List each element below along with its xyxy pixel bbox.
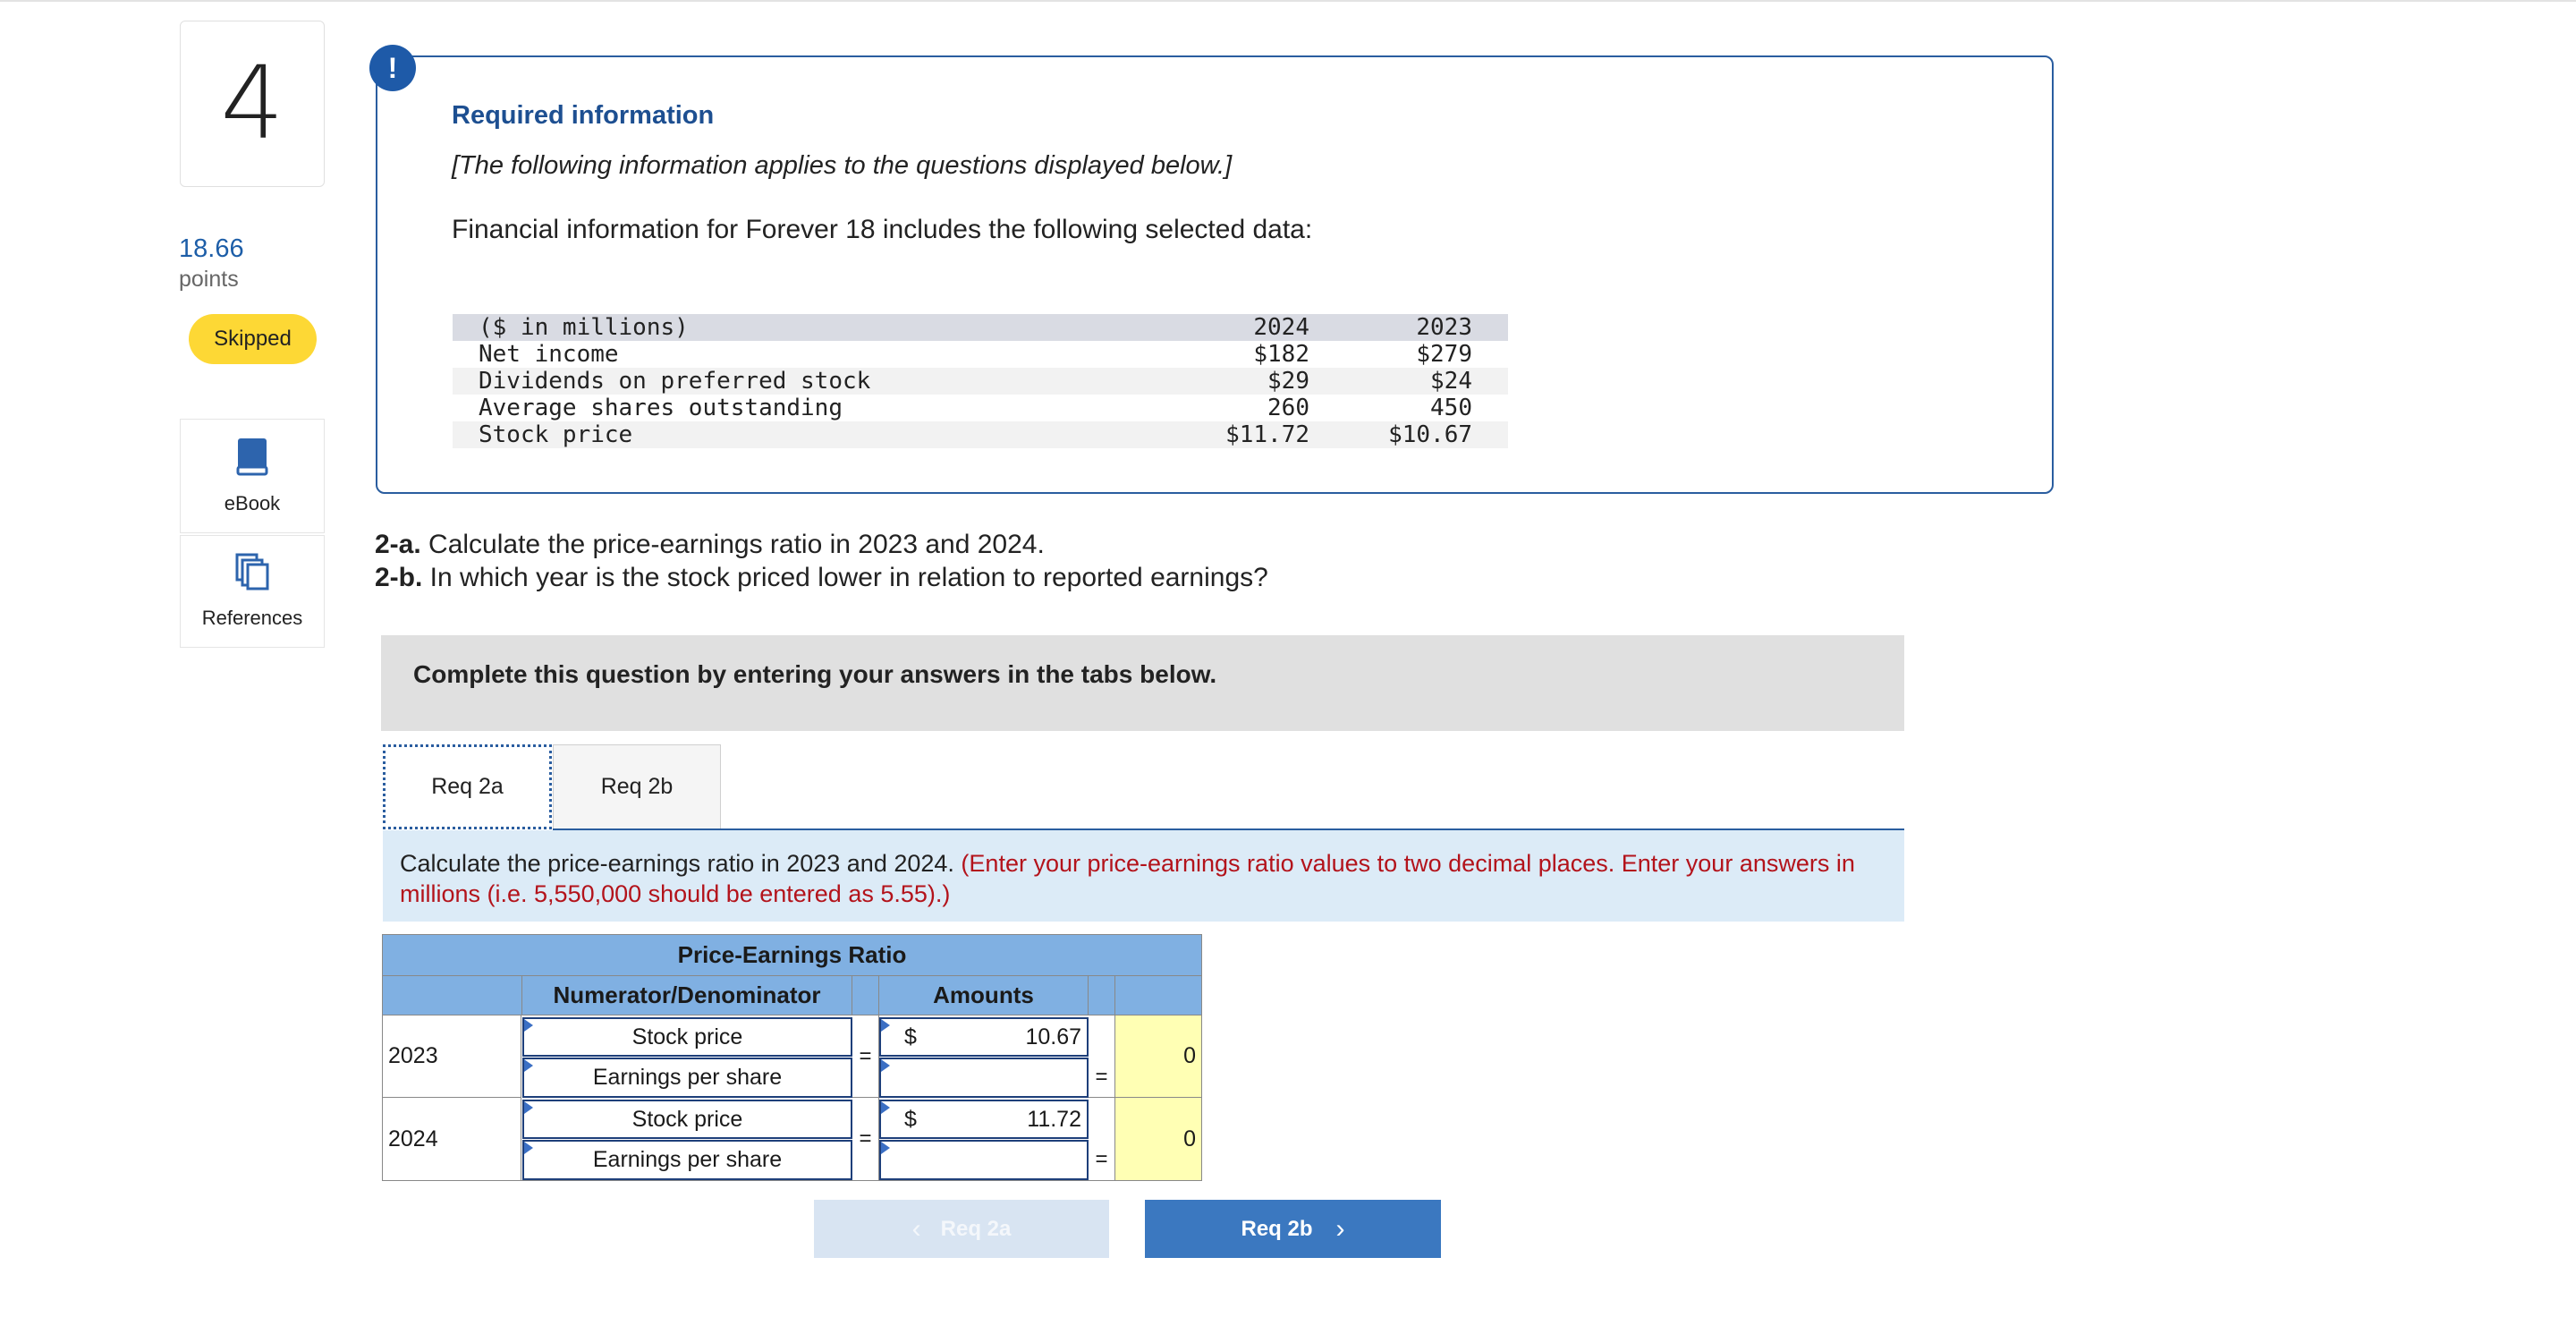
book-icon bbox=[236, 437, 268, 481]
tab-req-2b[interactable]: Req 2b bbox=[553, 744, 721, 829]
amount-numerator-input[interactable] bbox=[879, 1100, 1089, 1139]
ebook-label: eBook bbox=[224, 492, 281, 514]
row-label: Average shares outstanding bbox=[479, 395, 843, 421]
pe-result: 0 bbox=[1115, 1015, 1201, 1098]
denominator-select[interactable] bbox=[522, 1058, 852, 1098]
numerator-value: Stock price bbox=[631, 1106, 743, 1132]
question-text: Calculate the price-earnings ratio in 2023 and 2024. bbox=[420, 530, 1045, 559]
dropdown-marker-icon bbox=[881, 1059, 890, 1072]
numerator-select[interactable] bbox=[522, 1100, 852, 1139]
pe-table-title: Price-Earnings Ratio bbox=[383, 935, 1201, 976]
pe-ratio-table bbox=[382, 934, 1202, 1181]
chevron-left-icon: ‹ bbox=[911, 1213, 921, 1244]
row-label: Stock price bbox=[479, 421, 633, 448]
points-label: points bbox=[179, 267, 239, 292]
row-label: Dividends on preferred stock bbox=[479, 368, 871, 395]
pe-header-eq2 bbox=[1089, 976, 1115, 1015]
denominator-value: Earnings per share bbox=[592, 1065, 783, 1090]
prev-label: Req 2a bbox=[940, 1216, 1012, 1241]
table-header-row bbox=[453, 314, 1508, 341]
instruction-note: (Enter your price-earnings ratio values to two decimal places. Enter your answers in millions (i.e. 5,550,000 should be entered as 5.55).) bbox=[400, 850, 1855, 907]
row-value-2023: $24 bbox=[1430, 368, 1472, 395]
dropdown-marker-icon bbox=[881, 1142, 890, 1154]
amount-numerator-input[interactable] bbox=[879, 1017, 1089, 1057]
alert-icon: ! bbox=[369, 45, 416, 91]
amount-value: 10.67 bbox=[1025, 1024, 1081, 1049]
denominator-select[interactable] bbox=[522, 1140, 852, 1180]
row-value-2023: 450 bbox=[1430, 395, 1472, 421]
amount-value: 11.72 bbox=[1027, 1107, 1081, 1132]
amount-denominator-input[interactable] bbox=[879, 1140, 1089, 1180]
tab-req-2a[interactable]: Req 2a bbox=[383, 744, 552, 829]
row-value-2024: 260 bbox=[1267, 395, 1309, 421]
pe-header-amounts: Amounts bbox=[879, 976, 1089, 1015]
amount-denominator-input[interactable] bbox=[879, 1058, 1089, 1098]
references-icon bbox=[235, 553, 269, 596]
equals-sign: = bbox=[1089, 1139, 1115, 1180]
table-header-label: ($ in millions) bbox=[479, 314, 689, 341]
chevron-right-icon: › bbox=[1335, 1213, 1345, 1244]
table-header-2024: 2024 bbox=[1253, 314, 1309, 341]
question-tag: 2-b. bbox=[375, 563, 423, 592]
instruction-box bbox=[383, 830, 1904, 922]
next-label: Req 2b bbox=[1241, 1216, 1313, 1241]
status-badge: Skipped bbox=[189, 314, 317, 364]
denominator-value: Earnings per share bbox=[592, 1147, 783, 1172]
dropdown-marker-icon bbox=[881, 1019, 890, 1032]
row-value-2024: $29 bbox=[1267, 368, 1309, 395]
question-tag: 2-a. bbox=[375, 530, 421, 559]
references-label: References bbox=[201, 607, 303, 629]
complete-prompt: Complete this question by entering your answers in the tabs below. bbox=[413, 660, 1217, 688]
dropdown-marker-icon bbox=[524, 1059, 533, 1072]
points-value: 18.66 bbox=[179, 234, 244, 263]
equals-sign bbox=[1089, 1015, 1115, 1057]
table-row bbox=[453, 395, 1508, 421]
next-button[interactable] bbox=[1145, 1200, 1441, 1258]
equals-sign: = bbox=[852, 1015, 879, 1098]
pe-header-numden: Numerator/Denominator bbox=[522, 976, 852, 1015]
row-value-2023: $279 bbox=[1416, 341, 1472, 368]
row-value-2024: $11.72 bbox=[1225, 421, 1309, 448]
question-number: 4 bbox=[180, 21, 325, 187]
table-header-2023: 2023 bbox=[1416, 314, 1472, 341]
table-row bbox=[453, 368, 1508, 395]
references-button[interactable] bbox=[180, 535, 325, 648]
numerator-value: Stock price bbox=[631, 1024, 743, 1049]
required-info-title: Required information bbox=[452, 101, 715, 130]
pe-result: 0 bbox=[1115, 1098, 1201, 1180]
dropdown-marker-icon bbox=[881, 1101, 890, 1114]
row-label: Net income bbox=[479, 341, 619, 368]
equals-sign: = bbox=[852, 1098, 879, 1180]
question-2b bbox=[375, 563, 1268, 593]
pe-header-eq bbox=[852, 976, 879, 1015]
pe-row-year: 2023 bbox=[383, 1015, 521, 1098]
row-value-2023: $10.67 bbox=[1388, 421, 1472, 448]
dropdown-marker-icon bbox=[524, 1142, 533, 1154]
equals-sign bbox=[1089, 1098, 1115, 1139]
top-divider bbox=[0, 0, 2576, 2]
pe-header-year bbox=[383, 976, 522, 1015]
question-text: In which year is the stock priced lower in relation to reported earnings? bbox=[422, 563, 1268, 592]
complete-banner bbox=[381, 635, 1904, 731]
currency-symbol: $ bbox=[904, 1024, 917, 1049]
table-row bbox=[453, 421, 1508, 448]
required-info-note: [The following information applies to the questions displayed below.] bbox=[452, 151, 1233, 180]
question-2a bbox=[375, 530, 1045, 560]
table-row bbox=[453, 341, 1508, 368]
currency-symbol: $ bbox=[904, 1107, 917, 1132]
numerator-select[interactable] bbox=[522, 1017, 852, 1057]
ebook-button[interactable] bbox=[180, 419, 325, 533]
dropdown-marker-icon bbox=[524, 1019, 533, 1032]
dropdown-marker-icon bbox=[524, 1101, 533, 1114]
financial-data-table bbox=[453, 314, 1508, 448]
pe-header-result bbox=[1115, 976, 1201, 1015]
row-value-2024: $182 bbox=[1253, 341, 1309, 368]
equals-sign: = bbox=[1089, 1057, 1115, 1098]
prev-button[interactable] bbox=[814, 1200, 1109, 1258]
pe-row-year: 2024 bbox=[383, 1098, 521, 1180]
instruction-main: Calculate the price-earnings ratio in 2023 and 2024. bbox=[400, 850, 954, 877]
required-info-intro: Financial information for Forever 18 includes the following selected data: bbox=[452, 215, 1313, 244]
